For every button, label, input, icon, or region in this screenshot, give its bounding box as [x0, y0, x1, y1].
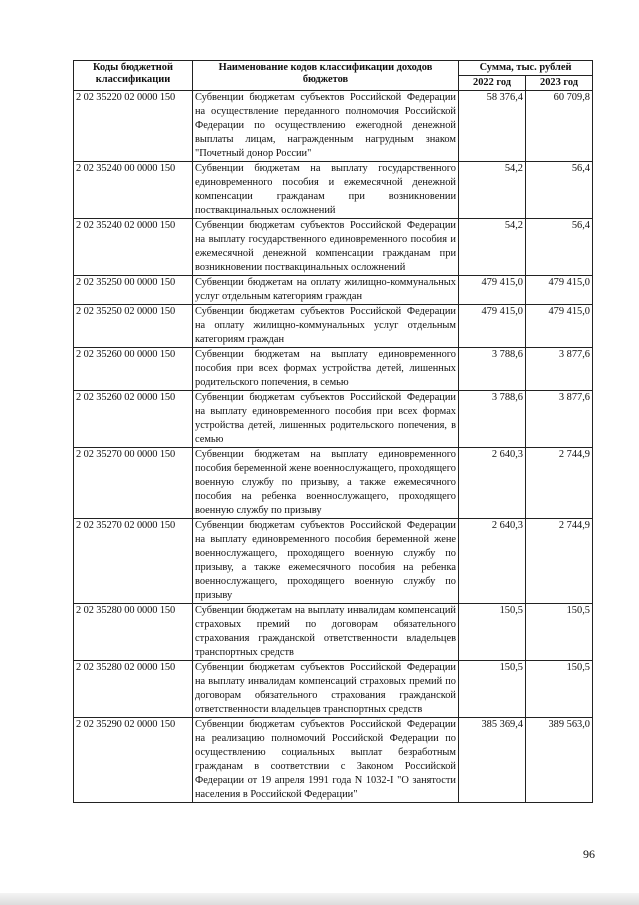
- row-amount-2022: 2 640,3: [459, 448, 526, 519]
- row-amount-2022: 54,2: [459, 162, 526, 219]
- row-code: 2 02 35250 00 0000 150: [74, 276, 193, 305]
- row-name: Субвенции бюджетам на выплату государственного единовременного пособия и ежемесячной денежной компенсации гражданам при возникновении поствакцинальных осложнений: [193, 162, 459, 219]
- row-amount-2023: 479 415,0: [526, 276, 593, 305]
- row-code: 2 02 35260 00 0000 150: [74, 348, 193, 391]
- row-amount-2022: 479 415,0: [459, 305, 526, 348]
- table-row: [74, 604, 593, 661]
- row-amount-2023: 2 744,9: [526, 519, 593, 604]
- row-name: Субвенции бюджетам субъектов Российской Федерации на выплату единовременного пособия беременной жене военнослужащего, проходящего военную службу по призыву, а также ежемесячного пособия на ребенка военнослужащего, проходящего военную службу по призыву: [193, 519, 459, 604]
- row-amount-2022: 2 640,3: [459, 519, 526, 604]
- row-amount-2023: 3 877,6: [526, 348, 593, 391]
- row-name: Субвенции бюджетам на выплату единовременного пособия при всех формах устройства детей, лишенных родительского попечения, в семью: [193, 348, 459, 391]
- row-amount-2022: 54,2: [459, 219, 526, 276]
- row-code: 2 02 35270 00 0000 150: [74, 448, 193, 519]
- table-row: [74, 91, 593, 162]
- row-code: 2 02 35260 02 0000 150: [74, 391, 193, 448]
- row-amount-2023: 56,4: [526, 162, 593, 219]
- row-amount-2023: 150,5: [526, 604, 593, 661]
- row-name: Субвенции бюджетам субъектов Российской Федерации на осуществление переданного полномочия Российской Федерации по осуществлению ежегодной денежной выплаты лицам, награжденным нагрудным знаком "Почетный донор России": [193, 91, 459, 162]
- row-name: Субвенции бюджетам субъектов Российской Федерации на выплату инвалидам компенсаций страховых премий по договорам обязательного страхования гражданской ответственности владельцев транспортных средств: [193, 661, 459, 718]
- row-amount-2022: 3 788,6: [459, 391, 526, 448]
- row-name: Субвенции бюджетам субъектов Российской Федерации на выплату единовременного пособия при всех формах устройства детей, лишенных родительского попечения, в семью: [193, 391, 459, 448]
- table-body: [74, 91, 593, 803]
- row-code: 2 02 35250 02 0000 150: [74, 305, 193, 348]
- header-year-2022: 2022 год: [459, 76, 526, 91]
- table-row: [74, 718, 593, 803]
- header-codes: Коды бюджетной классификации: [74, 61, 193, 91]
- header-year-2023: 2023 год: [526, 76, 593, 91]
- row-name: Субвенции бюджетам субъектов Российской Федерации на выплату государственного единовременного пособия и ежемесячной денежной компенсации гражданам при возникновении поствакцинальных осложнений: [193, 219, 459, 276]
- table-row: [74, 305, 593, 348]
- row-name: Субвенции бюджетам на выплату инвалидам компенсаций страховых премий по договорам обязательного страхования гражданской ответственности владельцев транспортных средств: [193, 604, 459, 661]
- row-code: 2 02 35240 02 0000 150: [74, 219, 193, 276]
- table-row: [74, 162, 593, 219]
- row-amount-2023: 3 877,6: [526, 391, 593, 448]
- header-sum: Сумма, тыс. рублей: [459, 61, 593, 76]
- row-amount-2023: 389 563,0: [526, 718, 593, 803]
- table-row: [74, 348, 593, 391]
- page-number: 96: [583, 847, 595, 861]
- budget-table: [73, 60, 593, 803]
- row-amount-2023: 60 709,8: [526, 91, 593, 162]
- row-amount-2022: 150,5: [459, 604, 526, 661]
- table-row: [74, 661, 593, 718]
- table-row: [74, 448, 593, 519]
- row-code: 2 02 35280 02 0000 150: [74, 661, 193, 718]
- row-code: 2 02 35240 00 0000 150: [74, 162, 193, 219]
- table-row: [74, 276, 593, 305]
- table-row: [74, 219, 593, 276]
- row-name: Субвенции бюджетам субъектов Российской Федерации на оплату жилищно-коммунальных услуг отдельным категориям граждан: [193, 305, 459, 348]
- row-amount-2023: 2 744,9: [526, 448, 593, 519]
- row-amount-2022: 150,5: [459, 661, 526, 718]
- row-amount-2022: 3 788,6: [459, 348, 526, 391]
- scan-bottom-edge: [0, 893, 639, 905]
- row-amount-2023: 56,4: [526, 219, 593, 276]
- row-name: Субвенции бюджетам субъектов Российской Федерации на реализацию полномочий Российской Федерации по осуществлению социальных выплат безработным гражданам в соответствии с Законом Российской Федерации от 19 апреля 1991 года N 1032-I "О занятости населения в Российской Федерации": [193, 718, 459, 803]
- row-code: 2 02 35220 02 0000 150: [74, 91, 193, 162]
- row-amount-2022: 58 376,4: [459, 91, 526, 162]
- row-code: 2 02 35290 02 0000 150: [74, 718, 193, 803]
- table-row: [74, 519, 593, 604]
- row-amount-2022: 479 415,0: [459, 276, 526, 305]
- row-amount-2023: 479 415,0: [526, 305, 593, 348]
- row-name: Субвенции бюджетам на выплату единовременного пособия беременной жене военнослужащего, проходящего военную службу по призыву, а также ежемесячного пособия на ребенка военнослужащего, проходящего военную службу по призыву: [193, 448, 459, 519]
- header-name: Наименование кодов классификации доходов бюджетов: [193, 61, 459, 91]
- row-code: 2 02 35280 00 0000 150: [74, 604, 193, 661]
- table-header-row: [74, 61, 593, 76]
- row-amount-2022: 385 369,4: [459, 718, 526, 803]
- table-row: [74, 391, 593, 448]
- row-amount-2023: 150,5: [526, 661, 593, 718]
- row-code: 2 02 35270 02 0000 150: [74, 519, 193, 604]
- row-name: Субвенции бюджетам на оплату жилищно-коммунальных услуг отдельным категориям граждан: [193, 276, 459, 305]
